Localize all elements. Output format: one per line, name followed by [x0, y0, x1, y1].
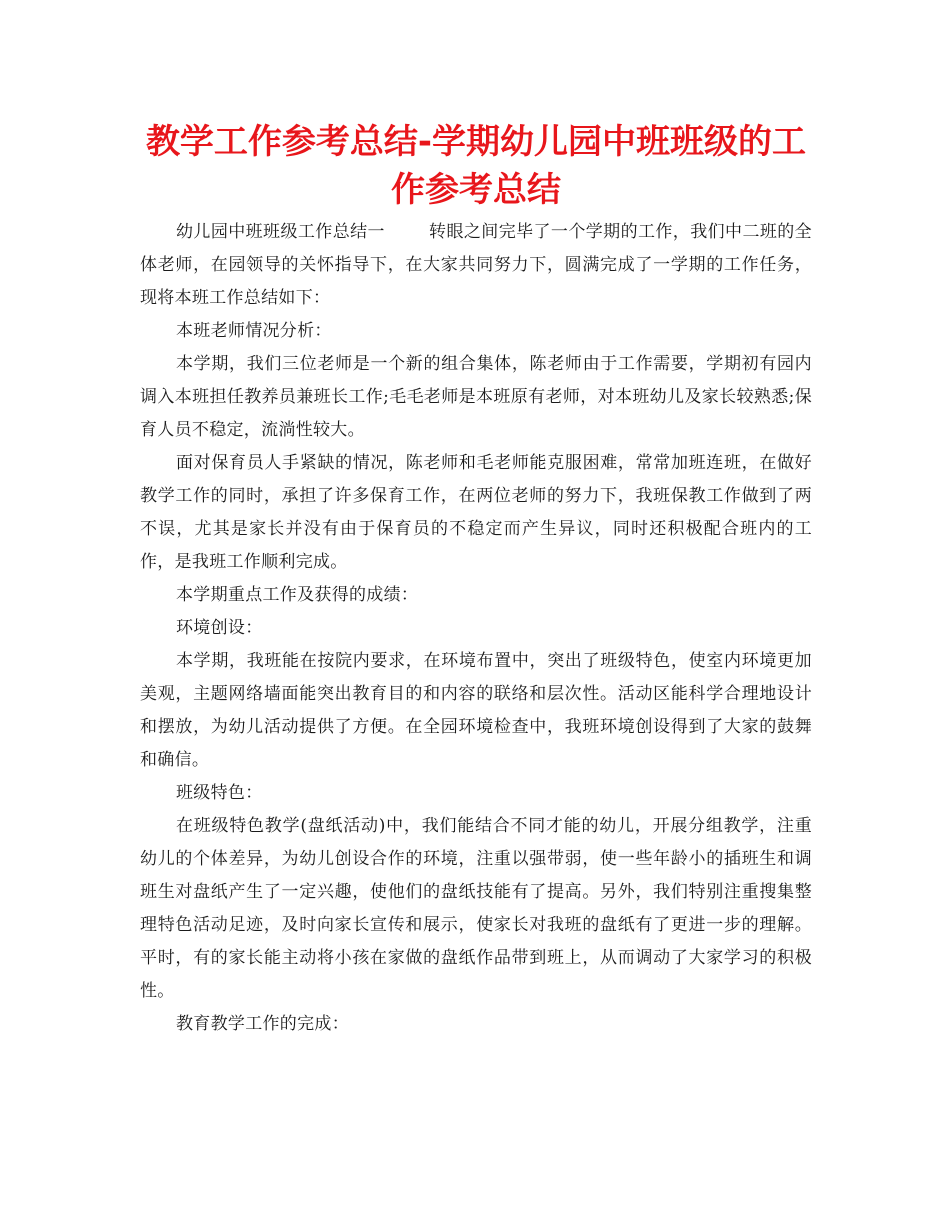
- section-heading-achievements: 本学期重点工作及获得的成绩：: [176, 585, 419, 605]
- paragraph-staffing: 面对保育员人手紧缺的情况，陈老师和毛老师能克服困难，常常加班连班，在做好教学工作的同时，承担了许多保育工作，在两位老师的努力下，我班保教工作做到了两不误，尤其是家长并没有由于保育员的不稳定而产生异议，同时还积极配合班内的工作，是我班工作顺利完成。: [140, 453, 812, 572]
- intro-text: 转眼之间完毕了一个学期的工作，我们中二班的全体老师，在园领导的关怀指导下，在大家共同努力下，圆满完成了一学期的工作任务，现将本班工作总结如下：: [140, 222, 812, 308]
- intro-heading: 幼儿园中班班级工作总结一: [176, 222, 385, 242]
- section-heading-environment: 环境创设：: [176, 618, 263, 638]
- intro-paragraph: [140, 216, 812, 315]
- section-heading-features: 班级特色：: [176, 783, 263, 803]
- document-page: [140, 118, 812, 1041]
- document-title: 教学工作参考总结-学期幼儿园中班班级的工作参考总结: [145, 122, 807, 210]
- section-heading-teaching: 教育教学工作的完成：: [176, 1014, 349, 1034]
- paragraph-teachers-analysis: 本学期，我们三位老师是一个新的组合集体，陈老师由于工作需要，学期初有园内调入本班担任教养员兼班长工作;毛毛老师是本班原有老师，对本班幼儿及家长较熟悉;保育人员不稳定，流淌性较大。: [140, 354, 812, 440]
- paragraph-environment: 本学期，我班能在按院内要求，在环境布置中，突出了班级特色，使室内环境更加美观，主题网络墙面能突出教育目的和内容的联络和层次性。活动区能科学合理地设计和摆放，为幼儿活动提供了方便。在全园环境检查中，我班环境创设得到了大家的鼓舞和确信。: [140, 651, 812, 770]
- document-body: [140, 216, 812, 1041]
- paragraph-features: 在班级特色教学(盘纸活动)中，我们能结合不同才能的幼儿，开展分组教学，注重幼儿的个体差异，为幼儿创设合作的环境，注重以强带弱，使一些年龄小的插班生和调班生对盘纸产生了一定兴趣，使他们的盘纸技能有了提高。另外，我们特别注重搜集整理特色活动足迹，及时向家长宣传和展示，使家长对我班的盘纸有了更进一步的理解。平时，有的家长能主动将小孩在家做的盘纸作品带到班上，从而调动了大家学习的积极性。: [140, 816, 812, 1001]
- section-heading-teachers: 本班老师情况分析：: [176, 321, 332, 341]
